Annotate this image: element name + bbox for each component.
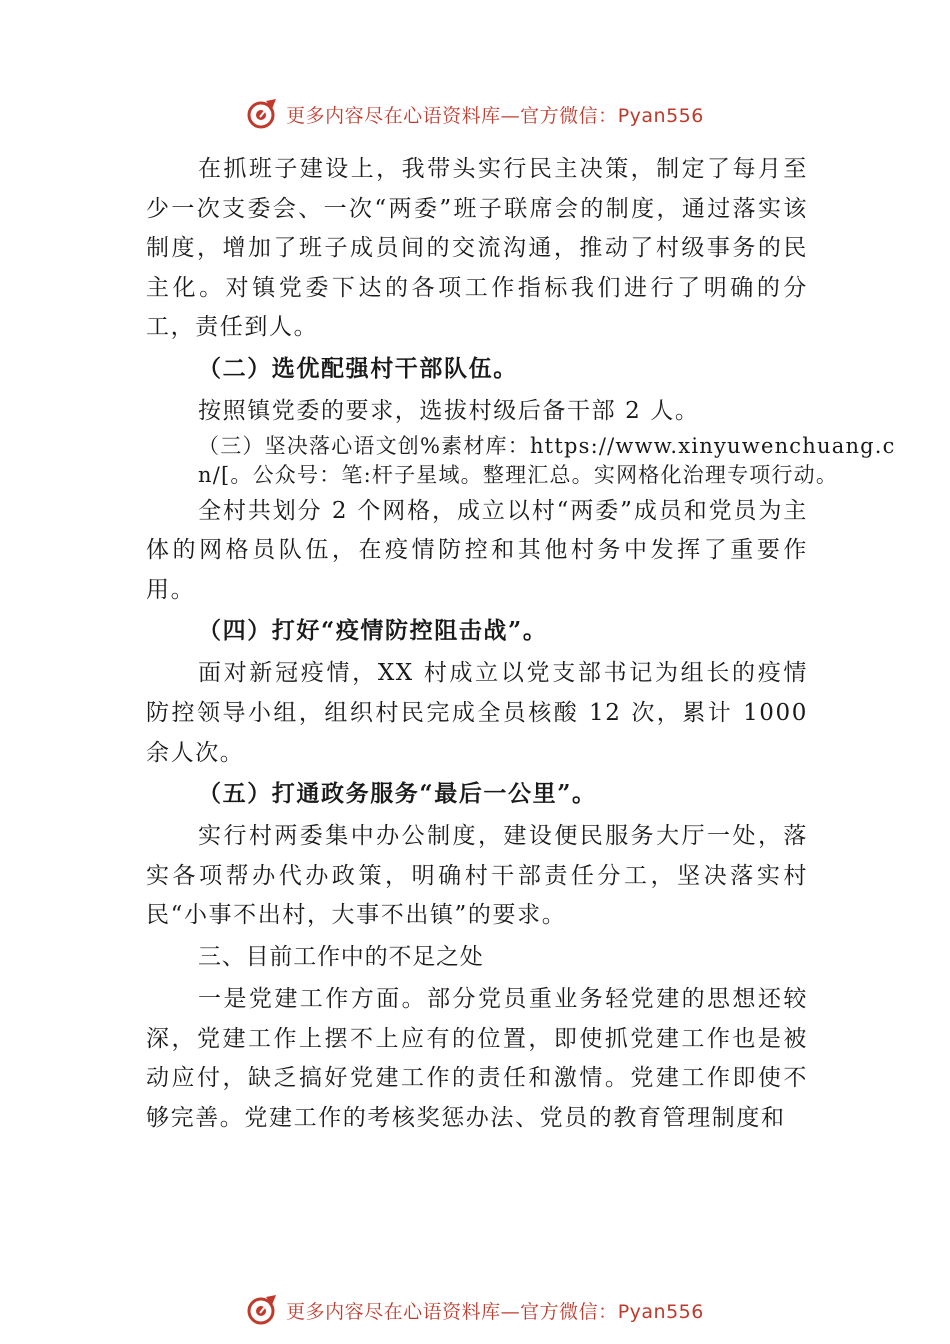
- paragraph-party-building-shortcomings: 一是党建工作方面。部分党员重业务轻党建的思想还较深，党建工作上摆不上应有的位置，即使抓党建工作也是被动应付，缺乏搞好党建工作的责任和激情。党建工作即使不够完善。党建工作的考核奖惩办法、党员的教育管理制度和: [146, 985, 808, 1131]
- header-banner: [0, 94, 950, 134]
- document-body: [146, 150, 896, 1138]
- brand-logo-icon: [246, 1293, 280, 1327]
- section-heading-shortcomings: 三、目前工作中的不足之处: [198, 943, 484, 970]
- heading-epidemic-control: （四）打好“疫情防控阻击战”。: [198, 617, 548, 645]
- heading-government-services: （五）打通政务服务“最后一公里”。: [198, 780, 597, 808]
- footer-banner-official: 官方微信：: [520, 1300, 618, 1323]
- footer-banner: [0, 1290, 950, 1330]
- paragraph-reserve-cadres: 按照镇党委的要求，选拔村级后备干部 2 人。: [198, 397, 700, 424]
- paragraph-government-services: 实行村两委集中办公制度，建设便民服务大厅一处，落实各项帮办代办政策，明确村干部责任分工，坚决落实村民“小事不出村，大事不出镇”的要求。: [146, 823, 808, 929]
- heading-cadre-team: （二）选优配强村干部队伍。: [198, 354, 518, 382]
- brand-logo-icon: [246, 97, 280, 131]
- footer-banner-main: 更多内容尽在心语资料库: [286, 1300, 501, 1323]
- footer-banner-text: [286, 1297, 704, 1324]
- heading-grid-governance: （三）坚决落心语文创%素材库：https://www.xinyuwenchuang.cn/[。公众号：笔:杆子星域。整理汇总。实网格化治理专项行动。: [198, 433, 896, 487]
- header-banner-dash: —: [500, 104, 521, 127]
- header-banner-official: 官方微信：: [520, 104, 618, 127]
- paragraph-team-building: 在抓班子建设上，我带头实行民主决策，制定了每月至少一次支委会、一次“两委”班子联席会的制度，通过落实该制度，增加了班子成员间的交流沟通，推动了村级事务的民主化。对镇党委下达的各项工作指标我们进行了明确的分工，责任到人。: [146, 156, 808, 341]
- header-banner-main: 更多内容尽在心语资料库: [286, 104, 501, 127]
- paragraph-grid-division: 全村共划分 2 个网格，成立以村“两委”成员和党员为主体的网格员队伍，在疫情防控和其他村务中发挥了重要作用。: [146, 497, 808, 603]
- header-banner-id: Pyan556: [617, 104, 704, 127]
- footer-banner-dash: —: [500, 1300, 521, 1323]
- paragraph-epidemic-control: 面对新冠疫情，XX 村成立以党支部书记为组长的疫情防控领导小组，组织村民完成全员核酸 12 次，累计 1000 余人次。: [146, 660, 808, 766]
- header-banner-text: [286, 101, 704, 128]
- footer-banner-id: Pyan556: [617, 1300, 704, 1323]
